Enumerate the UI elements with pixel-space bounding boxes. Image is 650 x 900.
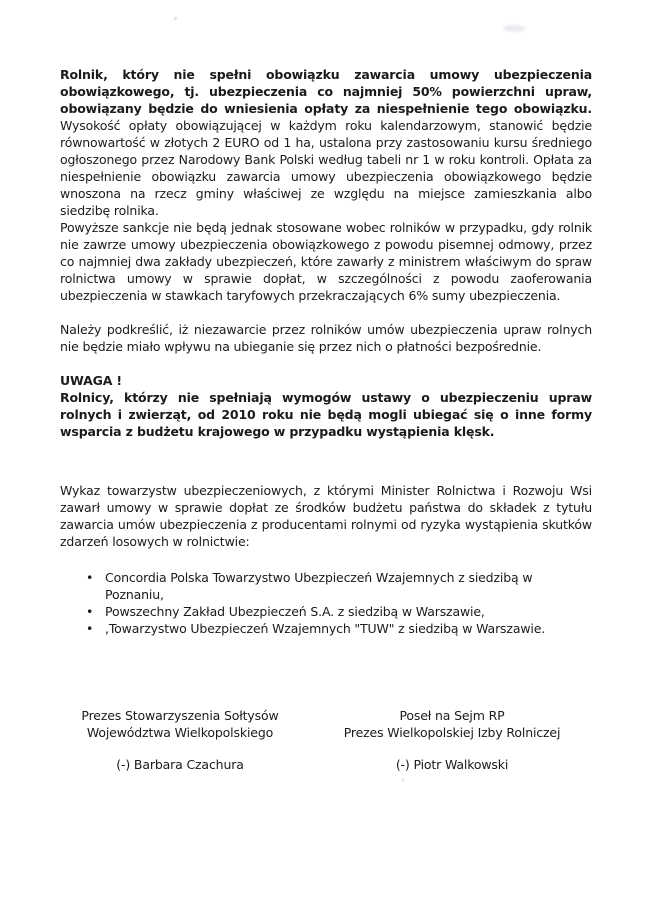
paragraph-sanctions-exception: Powyższe sankcje nie będą jednak stosowane wobec rolników w przypadku, gdy rolnik nie zawrze umowy ubezpieczenia obowiązkowego z powodu pisemnej odmowy, przez co najmniej dwa zakłady ubezpieczeń, które zawarły z ministrem właściwym do spraw rolnictwa umowy w sprawie dopłat, w szczególności z powodu zaoferowania ubezpieczenia w stawkach taryfowych przekraczających 6% sumy ubezpieczenia. bbox=[60, 220, 592, 303]
insurers-list bbox=[60, 569, 592, 637]
insurer-name-text: Concordia Polska Towarzystwo Ubezpieczeń Wzajemnych z siedzibą w Poznaniu, bbox=[105, 570, 533, 602]
scan-speck-artifact bbox=[174, 17, 177, 20]
signature-title-line: Poseł na Sejm RP bbox=[399, 708, 505, 723]
signature-right bbox=[312, 708, 592, 773]
warning-body: Rolnicy, którzy nie spełniają wymogów ustawy o ubezpieczeniu upraw rolnych i zwierząt, od 2010 roku nie będą mogli ubiegać się o inne formy wsparcia z budżetu krajowego w przypadku wystąpienia klęsk. bbox=[60, 390, 592, 439]
scan-smudge-artifact bbox=[503, 25, 525, 32]
signature-left bbox=[60, 708, 300, 773]
bullet-icon: • bbox=[86, 604, 94, 619]
signature-name: (-) Piotr Walkowski bbox=[395, 757, 509, 772]
paragraph-insurance-obligation bbox=[60, 66, 592, 219]
insurer-name-text: ,Towarzystwo Ubezpieczeń Wzajemnych "TUW" z siedzibą w Warszawie. bbox=[105, 621, 546, 636]
obligation-fee-details-text: Wysokość opłaty obowiązującej w każdym roku kalendarzowym, stanowić będzie równowartość w złotych 2 EURO od 1 ha, ustalona przy zastosowaniu kursu średniego ogłoszonego przez Narodowy Bank Polski według tabeli nr 1 w roku kontroli. Opłata za niespełnienie obowiązku zawarcia umowy ubezpieczenia obowiązkowego będzie wnoszona na rzecz gminy właściwej ze względu na miejsce zamieszkania albo siedzibę rolnika. bbox=[60, 118, 592, 218]
list-item bbox=[60, 569, 592, 603]
signature-title-line: Prezes Wielkopolskiej Izby Rolniczej bbox=[343, 724, 561, 740]
bullet-icon: • bbox=[86, 570, 94, 585]
scan-speck-artifact bbox=[402, 778, 404, 782]
signature-block bbox=[60, 708, 592, 773]
signature-title-line: Województwa Wielkopolskiego bbox=[86, 724, 274, 740]
obligation-bold-lead-text: Rolnik, który nie spełni obowiązku zawarcia umowy ubezpieczenia obowiązkowego, tj. ubezpieczenia co najmniej 50% powierzchni upraw, obowiązany będzie do wniesienia opłaty za niespełnienie tego obowiązku. bbox=[60, 67, 592, 116]
warning-heading: UWAGA ! bbox=[60, 373, 122, 388]
paragraph-direct-payments-note: Należy podkreślić, iż niezawarcie przez rolników umów ubezpieczenia upraw rolnych nie będzie miało wpływu na ubieganie się przez nich o płatności bezpośrednie. bbox=[60, 322, 592, 354]
bullet-icon: • bbox=[86, 621, 94, 636]
list-item bbox=[60, 603, 592, 620]
document-body bbox=[60, 66, 592, 773]
signature-name: (-) Barbara Czachura bbox=[116, 757, 244, 772]
list-item bbox=[60, 620, 592, 637]
signature-title-line: Prezes Stowarzyszenia Sołtysów bbox=[81, 708, 279, 723]
insurer-name-text: Powszechny Zakład Ubezpieczeń S.A. z siedzibą w Warszawie, bbox=[105, 604, 485, 619]
paragraph-insurers-list-intro: Wykaz towarzystw ubezpieczeniowych, z którymi Minister Rolnictwa i Rozwoju Wsi zawarł umowy w sprawie dopłat ze środków budżetu państwa do składek z tytułu zawarcia umów ubezpieczenia z producentami rolnymi od ryzyka wystąpienia skutków zdarzeń losowych w rolnictwie: bbox=[60, 483, 592, 549]
